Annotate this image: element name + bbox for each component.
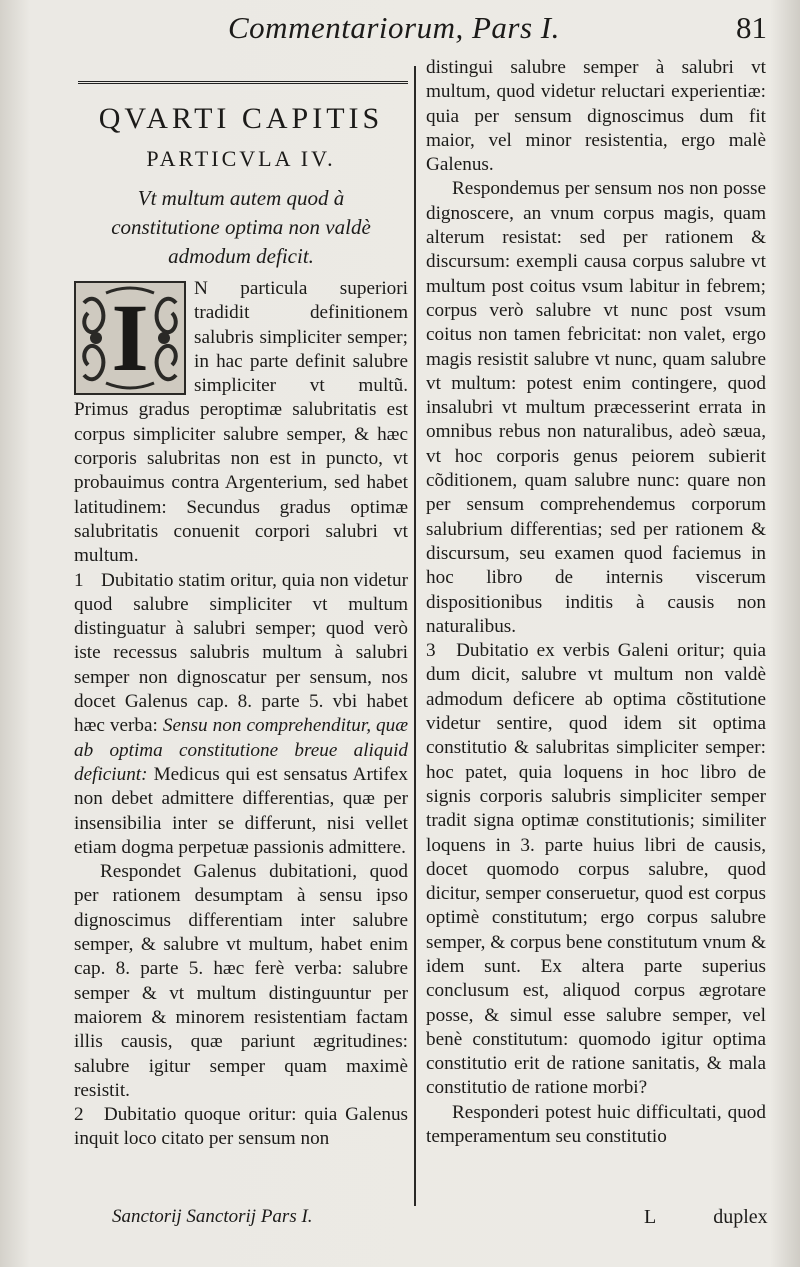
- page-number: 81: [736, 10, 767, 45]
- opening-paragraph-block: [74, 277, 408, 569]
- paragraph-number: 2: [74, 1104, 84, 1126]
- paragraph-dubitatio-1: [74, 569, 408, 861]
- initial-letter: I: [111, 284, 149, 391]
- signature-mark: L: [644, 1206, 657, 1228]
- footer-author: Sanctorij Sanctorij Pars I.: [112, 1206, 313, 1227]
- particle-title: PARTICVLA IV.: [146, 146, 336, 171]
- column-divider: [414, 66, 416, 1206]
- paragraph-dubitatio-3: [426, 639, 766, 1101]
- catchword: duplex: [713, 1206, 768, 1228]
- running-head: [0, 6, 800, 48]
- paragraph-text: Dubitatio ex verbis Galeni oritur; quia dum dicit, salubre vt multum non valdè admodum deficere ab optima cõstitutione videtur sentire, quod idem sit optima constitutio & salubritas simpliciter semper: hoc patet, quia loquens in hoc libro de signis corporis salubris simpliciter semper tradit signa optimæ constitutionis; similiter loquens in 3. parte huius libri de causis, docet quomodo corpus salubre, quod dicitur, semper conseruetur, quod est corpus optimè constitutum; ergo corpus salubre semper, & corpus bene constitutum vnum & idem sunt. Ex altera parte superius conclusum est, aliquod corpus ægrotare posse, & simul esse salubre semper, vel benè constitutum: quomodo igitur optima constitutio erit de ratione sanitatis, & mala constitutio de ratione morbi?: [426, 640, 766, 1099]
- running-head-title: Commentariorum, Pars I.: [228, 10, 560, 45]
- right-column: [426, 56, 766, 1149]
- paragraph-respondemus: Respondemus per sensum nos non posse dignoscere, an vnum corpus magis, quam alterum resistat: sed per rationem & discursum: exempli causa corpus salubre vt multum post coitus vsum labitur in febrem; corpus verò salubre vt nunc post vsum coitus non tamen febricitat: non valet, ergo magis resistit salubre vt nunc, quam salubre vt multum: potest enim contingere, quod insalubri vt multum præcesserint errata in omnibus rebus non naturalibus, adeò sæua, vt hoc corporis genus peiorem subierit cõditionem, quam salubre nunc: quare non per sensum comprehendemus corporum salubrium differentias; sed per rationem & discursum, seu examen quod faciemus in hoc libro de internis viscerum dispositionibus inditis à causis non naturalibus.: [426, 178, 766, 637]
- paragraph-number: 1: [74, 569, 84, 591]
- paragraph-dubitatio-2: [74, 1103, 408, 1152]
- paragraph-text: Medicus qui est sensatus Artifex non debet admittere differentias, quæ per insensibilia inter se differunt, nisi vellet etiam dogma perpetuæ passionis admittere.: [74, 763, 409, 858]
- chapter-title: QVARTI CAPITIS: [98, 102, 384, 135]
- left-column: [74, 92, 408, 1152]
- paragraph-number: 3: [426, 640, 436, 662]
- section-summary: Vt multum autem quod à constitutione optima non valdè admodum deficit.: [111, 186, 371, 268]
- paragraph-continued: distingui salubre semper à salubri vt multum, quod videtur reluctari experientiæ: quia per sensum dignoscimus dum fit maior, vel minor resistentia, ergo malè Galenus.: [426, 57, 766, 176]
- paragraph-intro: N particula superiori tradidit definitionem salubris simpliciter semper; in hac parte definit salubre simpliciter vt multũ. Primus gradus peroptimæ salubritatis est corpus simpliciter salubre semper, & hæc corporis salubritas non est in puncto, vt probauimus contra Argenterium, sed habet latitudinem: Secundus gradus optimæ salubritatis conuenit corpori salubri vt multum.: [74, 278, 408, 567]
- paragraph-respondet: Respondet Galenus dubitationi, quod per rationem desumptam à sensu ipso dignoscimus differentiam inter salubre semper, & salubre vt multum, habet enim cap. 8. parte 5. hæc ferè verba: salubre semper & vt multum distinguuntur per maiorem & minorem resistentiam factam illis causis, quæ pariunt ægritudines: salubre igitur semper quam maximè resistit.: [74, 861, 408, 1101]
- footer-signature-line: [644, 1206, 768, 1229]
- header-rule: [78, 81, 408, 86]
- paragraph-text: Dubitatio quoque oritur: quia Galenus inquit loco citato per sensum non: [74, 1104, 409, 1150]
- paragraph-responderi: Responderi potest huic difficultati, quod temperamentum seu constitutio: [426, 1101, 766, 1148]
- galen-quotation: Sensu non comprehenditur, quæ ab optima constitutione breue aliquid deficiunt:: [74, 715, 408, 785]
- ornamental-initial: [74, 281, 186, 395]
- paragraph-text: Dubitatio statim oritur, quia non videtur quod salubre simpliciter vt multum distinguatur à salubri semper; quod verò iste recessus salubris multum à salubri semper non dignoscatur per sensum, nos docet Galenus cap. 8. parte 5. vbi habet hæc verba:: [74, 569, 408, 737]
